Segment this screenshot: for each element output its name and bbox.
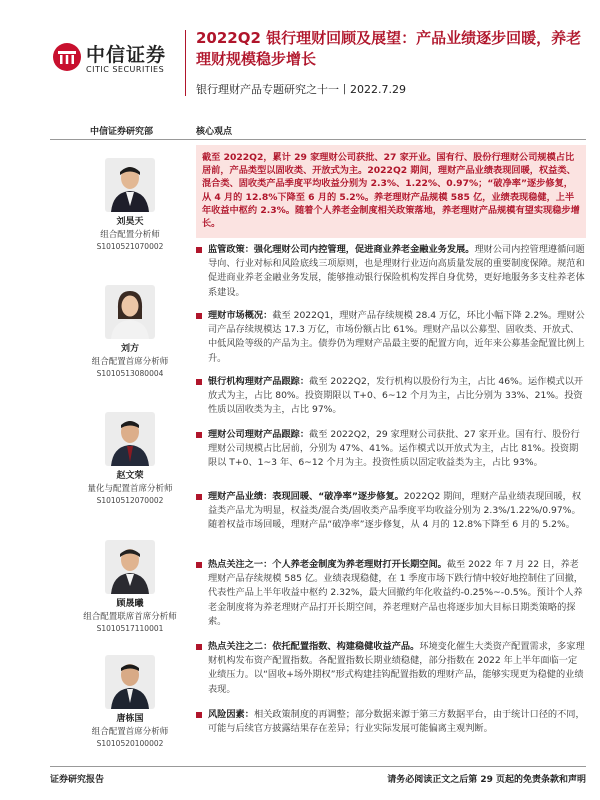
analyst-photo [105, 412, 155, 466]
bullet-heading: 理财产品业绩：表现回暖、“破净率”逐步修复。 [208, 491, 404, 502]
bullet-heading: 监管政策：强化理财公司内控管理，促进商业养老金融业务发展。 [208, 244, 475, 255]
bullet-heading: 理财市场概况： [208, 310, 273, 321]
person-icon [105, 655, 155, 709]
core-summary: 截至 2022Q2，累计 29 家理财公司获批、27 家开业。国有行、股份行理财公司规模占比居前，产品类型以固收类、开放式为主。2022Q2 期间，理财产品业绩表现回暖，权益类、混合类、固收类产品季度平均收益分别为 2.3%、1.22%、0.97%；“破净率”逐步修复，从 4 月的 12.8%下降至 6 月的 5.2%。养老理财产品规模 585 亿，业绩表现稳健，上半年收益中枢约 2.3%。随着个人养老金制度相关政策落地，养老理财产品规模有望实现稳步增长。 [196, 145, 586, 238]
bullet-heading: 理财公司理财产品跟踪： [208, 429, 310, 440]
analyst-cert: S1010512070002 [96, 496, 164, 505]
analyst-cert: S1010513080004 [96, 369, 164, 378]
core-views-heading: 核心观点 [196, 127, 233, 137]
analyst-name: 唐栋国 [116, 714, 144, 724]
bullet-text: 截至 2022Q1，理财产品存续规模 28.4 万亿，环比小幅下降 2.2%。理财公司产品存续规模达 17.3 万亿，市场份额占比 61%。理财产品以公募型、固收类、开放式、中低风险等级的产品为主。债券仍为理财产品最主要的配置方向，近年来公募基金配置比例上升。 [208, 310, 585, 364]
person-icon [105, 285, 155, 339]
bullet-point [196, 428, 586, 471]
bullet-point [196, 640, 586, 697]
analyst-name: 刘昊天 [116, 217, 144, 227]
bullet-heading: 热点关注之一：个人养老金制度为养老理财打开长期空间。 [208, 559, 447, 570]
analyst-cert: S1010520100002 [96, 739, 164, 748]
analyst-card [80, 285, 180, 379]
section-divider [50, 139, 586, 140]
footer-disclaimer: 请务必阅读正文之后第 29 页起的免责条款和声明 [387, 775, 586, 785]
bullet-point [196, 490, 586, 533]
bullet-square-icon [196, 494, 202, 500]
bullet-text: 2022Q2 期间，理财产品业绩表现回暖，权益类产品尤为明显，权益类/混合类/固收类产品季度平均收益分别为 2.3%/1.22%/0.97%。随着权益市场回暖，理财产品“破净率”逐步修复，从 4 月的 12.8%下降至 6 月的 5.2%。 [208, 491, 582, 531]
bullet-square-icon [196, 644, 202, 650]
bullet-heading: 风险因素： [208, 709, 254, 720]
person-icon [105, 540, 155, 594]
analyst-cert: S1010521070002 [96, 242, 164, 251]
research-dept-heading: 中信证券研究部 [90, 127, 154, 137]
analyst-name: 赵文荣 [116, 471, 144, 481]
bullet-point [196, 558, 586, 629]
analyst-card [80, 412, 180, 506]
bullet-square-icon [196, 712, 202, 718]
bullet-square-icon [196, 313, 202, 319]
analyst-photo [105, 540, 155, 594]
report-title: 2022Q2 银行理财回顾及展望：产品业绩逐步回暖，养老理财规模稳步增长 [196, 29, 582, 68]
bullet-point [196, 243, 586, 300]
logo-text-cn: 中信证券 [86, 44, 167, 66]
analyst-cert: S1010517110001 [96, 624, 164, 633]
bullet-square-icon [196, 247, 202, 253]
analyst-name: 顾晟曦 [116, 599, 144, 609]
person-icon [105, 158, 155, 212]
bullet-text: 截至 2022Q2，发行机构以股份行为主，占比 46%。运作模式以开放式为主，占比 80%。投资期限以 T+0、6~12 个月为主，占比分别为 33%、21%。投资性质以固收类为主，占比 97%。 [208, 376, 584, 416]
analyst-name: 刘方 [120, 344, 139, 354]
bullet-text: 截至 2022 年 7 月 22 日，养老理财产品存续规模 585 亿。业绩表现稳健，在 1 季度市场下跌行情中较好地控制住了回撤，代表性产品上半年收益中枢约 2.32%，最大回撤约年化收益约-0.25%~-0.5%。预计个人养老金制度将为养老理财产品打开长期空间，养老理财产品也将逐步加大目标日期类策略的探索。 [208, 559, 583, 627]
analyst-photo [105, 285, 155, 339]
analyst-photo [105, 655, 155, 709]
bullet-heading: 热点关注之二：依托配置指数、构建稳健收益产品。 [208, 641, 420, 652]
header-divider [185, 30, 186, 96]
analyst-card [80, 655, 180, 749]
bullet-square-icon [196, 379, 202, 385]
report-header [0, 0, 600, 110]
bullet-square-icon [196, 432, 202, 438]
citic-logo [52, 40, 182, 84]
analyst-role: 组合配置分析师 [100, 230, 160, 240]
footer-label: 证券研究报告 [50, 775, 105, 785]
analyst-role: 量化与配置首席分析师 [87, 484, 173, 494]
citic-logo-icon [52, 42, 82, 72]
bullet-heading: 银行机构理财产品跟踪： [208, 376, 310, 387]
person-icon [105, 412, 155, 466]
bullet-point [196, 375, 586, 418]
analyst-card [80, 540, 180, 634]
footer-divider [50, 766, 586, 767]
analyst-card [80, 158, 180, 252]
bullet-text: 相关政策制度的再调整；部分数据来源于第三方数据平台，由于统计口径的不同，可能与后续官方披露结果存在差异；行业实际发展可能偏离主观判断。 [208, 709, 585, 735]
bullet-point [196, 309, 586, 366]
bullet-text: 理财公司内控管理遵循问题导向、行业对标和风险底线三项原则，也是理财行业迈向高质量发展的重要制度保障。规范和促进商业养老金融业务发展，能够推动银行保险机构发挥自身优势，更好地服务多支柱养老体系建设。 [208, 244, 585, 298]
report-subtitle: 银行理财产品专题研究之十一丨2022.7.29 [196, 83, 406, 96]
bullet-square-icon [196, 562, 202, 568]
bullet-point [196, 708, 586, 736]
analyst-role: 组合配置首席分析师 [91, 357, 169, 367]
bullet-text: 截至 2022Q2，29 家理财公司获批、27 家开业。国有行、股份行理财公司规模占比居前，分别为 47%、41%。运作模式以开放式为主，占比 81%。投资期限以 T+0、1~3 年、6~12 个月为主。投资性质以固定收益类为主，占比 93%。 [208, 429, 580, 469]
analyst-photo [105, 158, 155, 212]
logo-text-en: CITIC SECURITIES [86, 65, 165, 74]
bullet-text: 环境变化催生大类资产配置需求，多家理财机构发布资产配置指数。各配置指数长期业绩稳健，部分指数在 2022 年上半年面临一定业绩压力。以“固收+场外期权”形式构建挂钩配置指数的理财产品，能够实现更为稳健的业绩表现。 [208, 641, 585, 695]
analyst-role: 组合配置联席首席分析师 [83, 612, 177, 622]
analyst-role: 组合配置首席分析师 [91, 727, 169, 737]
